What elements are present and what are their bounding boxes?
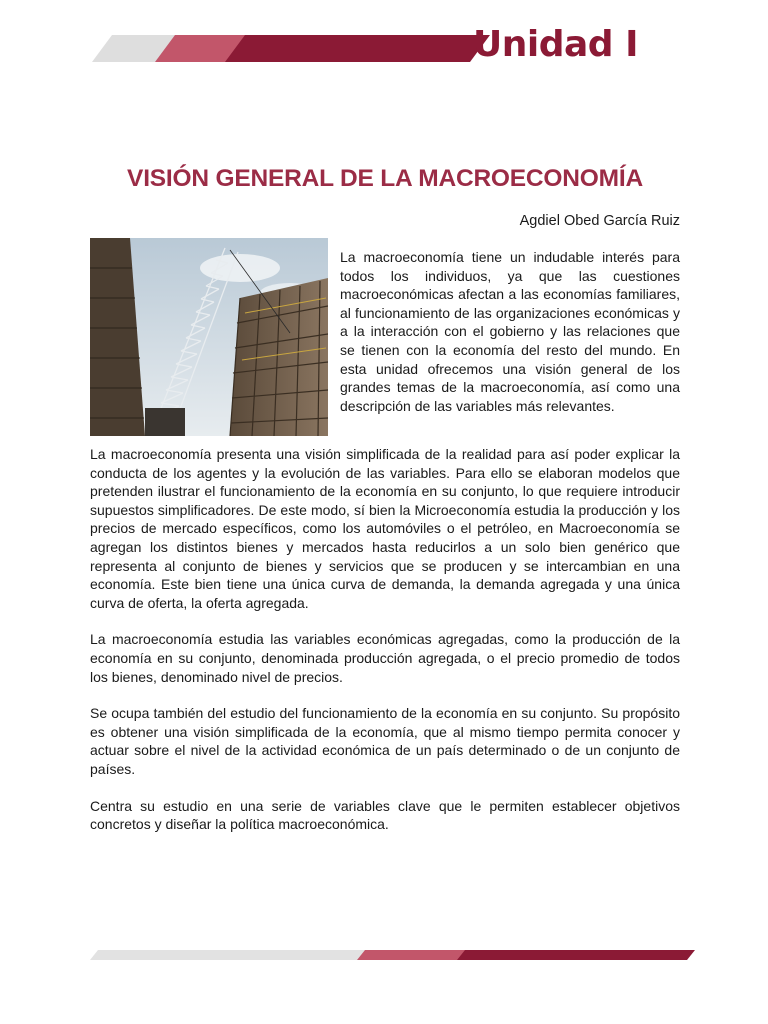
construction-crane-image <box>90 238 328 436</box>
footer-stripe-mid <box>357 950 470 960</box>
footer-stripes <box>0 944 768 964</box>
footer-stripe-dark <box>457 950 695 960</box>
author-name: Agdiel Obed García Ruiz <box>519 213 680 229</box>
body-text <box>90 445 680 852</box>
header-stripes <box>0 0 768 90</box>
body-paragraph-3: Se ocupa también del estudio del funcionamiento de la economía en su conjunto. Su propósito es obtener una visión simplificada de la economía, que al mismo tiempo permita conocer y actuar sobre el nivel de la actividad económica de un país determinado o de un conjunto de países. <box>90 705 680 777</box>
header-stripe-dark <box>225 35 490 62</box>
construction-crane-photo <box>90 238 328 436</box>
body-paragraph-2: La macroeconomía estudia las variables económicas agregadas, como la producción de la economía en su conjunto, denominada producción agregada, o el precio promedio de todos los bienes, denominado nivel de precios. <box>90 631 680 685</box>
footer-band <box>0 944 768 964</box>
document-title: VISIÓN GENERAL DE LA MACROECONOMÍA <box>127 165 643 192</box>
body-paragraph-1: La macroeconomía presenta una visión simplificada de la realidad para así poder explicar la conducta de los agentes y la evolución de las variables. Para ello se elaboran modelos que pretenden ilustrar el funcionamiento de la economía en su conjunto, lo que requiere introducir supuestos simplificadores. De este modo, sí bien la Microeconomía estudia la producción y los precios de mercado específicos, como los automóviles o el petróleo, en Macroeconomía se agregan los distintos bienes y mercados hasta reducirlos a un solo bien genérico que representa al conjunto de bienes y servicios que se producen y se intercambian en una economía. Este bien tiene una única curva de demanda, la demanda agregada y una única curva de oferta, la oferta agregada. <box>90 446 680 611</box>
unit-title: Unidad I <box>473 24 638 65</box>
header-band <box>0 0 768 90</box>
footer-stripe-light <box>90 950 370 960</box>
body-paragraph-4: Centra su estudio en una serie de variables clave que le permiten establecer objetivos concretos y diseñar la política macroeconómica. <box>90 797 680 833</box>
intro-paragraph: La macroeconomía tiene un indudable interés para todos los individuos, ya que las cuestiones macroeconómicas afectan a las economías familiares, al funcionamiento de las organizaciones económicas y a la interacción con el gobierno y las relaciones que se tienen con la economía del resto del mundo. En esta unidad ofrecemos una visión general de los grandes temas de la macroeconomía, así como una descripción de las variables más relevantes. <box>340 249 680 414</box>
